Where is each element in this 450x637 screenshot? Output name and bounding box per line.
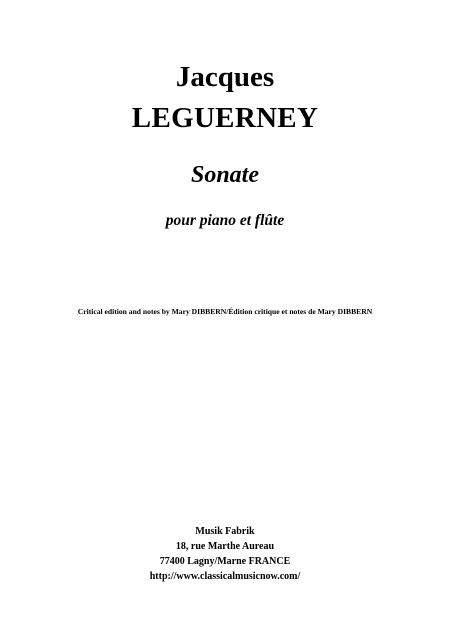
- publisher-url: http://www.classicalmusicnow.com/: [149, 571, 301, 582]
- publisher-name: Musik Fabrik: [195, 526, 255, 537]
- work-instrumentation: pour piano et flûte: [165, 212, 285, 229]
- edition-note: Critical edition and notes by Mary DIBBERN/Édition critique et notes de Mary DIBBERN: [77, 307, 373, 316]
- composer-first-name: Jacques: [175, 61, 275, 93]
- work-title: Sonate: [190, 162, 259, 188]
- publisher-street: 18, rue Marthe Aureau: [175, 541, 275, 552]
- composer-last-name: LEGUERNEY: [131, 102, 319, 134]
- publisher-block: [0, 524, 450, 584]
- publisher-city: 77400 Lagny/Marne FRANCE: [159, 556, 291, 567]
